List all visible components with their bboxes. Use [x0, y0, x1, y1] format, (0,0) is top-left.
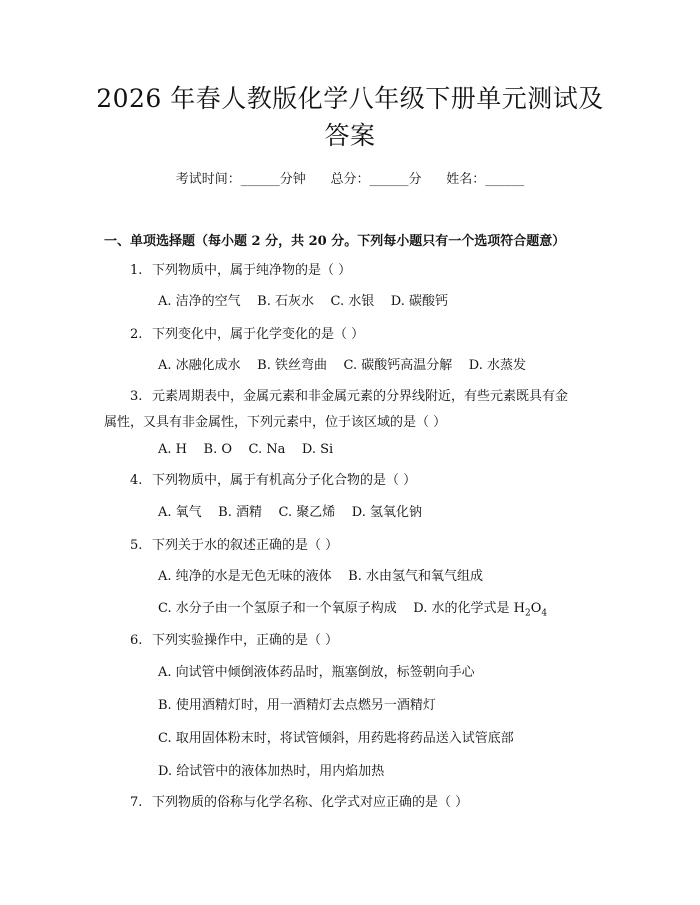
question-number: 3. [130, 389, 143, 404]
question-stem-continued: 属性，又具有非金属性，下列元素中，位于该区域的是（ ） [104, 415, 447, 430]
question-stem: 下列物质中，属于纯净物的是（ ） [152, 263, 352, 278]
question-stem: 元素周期表中，金属元素和非金属元素的分界线附近，有些元素既具有金 [152, 389, 569, 404]
question-stem: 下列变化中，属于化学变化的是（ ） [152, 327, 365, 342]
question-number: 4. [130, 473, 143, 488]
question-1 [104, 258, 604, 284]
question-2 [104, 322, 604, 348]
question-number: 6. [130, 633, 143, 648]
subscript: 4 [541, 608, 548, 619]
question-number: 2. [130, 327, 143, 342]
option-text: O [530, 601, 542, 616]
question-number: 7. [130, 795, 143, 810]
option-text: C. 水分子由一个氢原子和一个氧原子构成 D. 水的化学式是 H [158, 601, 525, 616]
question-5 [104, 533, 604, 559]
question-stem: 下列关于水的叙述正确的是（ ） [152, 538, 339, 553]
question-2-options: A. 冰融化成水 B. 铁丝弯曲 C. 碳酸钙高温分解 D. 水蒸发 [158, 358, 527, 373]
question-number: 1. [130, 263, 143, 278]
section-heading: 一、单项选择题（每小题 2 分，共 20 分。下列每小题只有一个选项符合题意） [104, 234, 566, 249]
question-stem: 下列实验操作中，正确的是（ ） [152, 633, 339, 648]
question-3-options: A. H B. O C. Na D. Si [158, 442, 334, 457]
question-5-options-cd [158, 599, 628, 624]
question-6-option-c: C. 取用固体粉末时，将试管倾斜，用药匙将药品送入试管底部 [158, 731, 514, 746]
title-line-1: 2026 年春人教版化学八年级下册单元测试及 [96, 84, 604, 113]
question-3 [104, 384, 604, 436]
question-4-options: A. 氧气 B. 酒精 C. 聚乙烯 D. 氢氧化钠 [158, 505, 423, 520]
exam-meta: 考试时间：______分钟 总分：______分 姓名：______ [175, 172, 525, 187]
question-6-option-a: A. 向试管中倾倒液体药品时，瓶塞倒放，标签朝向手心 [158, 665, 475, 680]
question-stem: 下列物质中，属于有机高分子化合物的是（ ） [152, 473, 417, 488]
question-1-options: A. 洁净的空气 B. 石灰水 C. 水银 D. 碳酸钙 [158, 294, 449, 309]
question-4 [104, 468, 604, 494]
question-number: 5. [130, 538, 143, 553]
question-stem: 下列物质的俗称与化学名称、化学式对应正确的是（ ） [152, 795, 469, 810]
question-5-options-ab: A. 纯净的水是无色无味的液体 B. 水由氢气和氧气组成 [158, 569, 484, 584]
title-line-2: 答案 [324, 121, 376, 150]
question-6 [104, 628, 604, 654]
page-title [60, 80, 640, 154]
question-6-option-d: D. 给试管中的液体加热时，用内焰加热 [158, 764, 385, 779]
question-6-option-b: B. 使用酒精灯时，用一酒精灯去点燃另一酒精灯 [158, 698, 436, 713]
question-7 [104, 790, 604, 816]
subscript: 2 [524, 608, 531, 619]
